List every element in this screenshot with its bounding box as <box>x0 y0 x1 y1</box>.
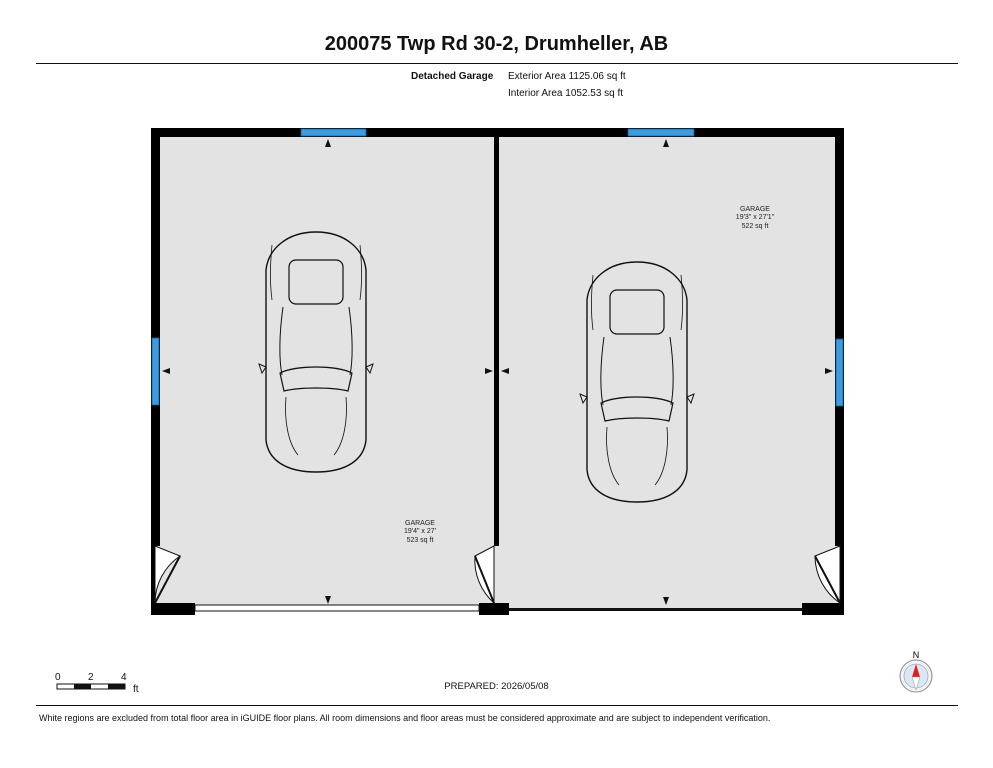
room-name: GARAGE <box>405 520 435 527</box>
prepared-date: PREPARED: 2026/05/08 <box>444 681 549 692</box>
window-north-right <box>628 129 694 136</box>
footer-disclaimer: White regions are excluded from total floor area in iGUIDE floor plans. All room dimensions and floor areas must be considered approximate and are subject to independent verification. <box>39 713 771 723</box>
scale-tick-label: 0 <box>55 672 61 683</box>
car-icon-right <box>580 262 694 502</box>
room-dimensions: 19'3" x 27'1" <box>735 214 775 221</box>
compass-north-label: N <box>912 650 920 660</box>
wall-west-lower <box>151 546 155 606</box>
room-area: 523 sq ft <box>406 537 434 544</box>
wall-west <box>151 128 160 546</box>
scale-unit: ft <box>133 684 139 695</box>
footer-divider <box>36 705 958 706</box>
scale-tick-label: 2 <box>88 672 94 683</box>
window-west <box>152 338 159 405</box>
room-dimensions: 19'4" x 27' <box>403 528 437 535</box>
garage-door-left <box>195 605 479 611</box>
page-title: 200075 Twp Rd 30-2, Drumheller, AB <box>324 33 669 55</box>
wall-east <box>835 128 844 546</box>
room-label-left <box>404 520 436 544</box>
window-east <box>836 339 843 406</box>
interior-area: Interior Area 1052.53 sq ft <box>508 88 624 99</box>
building-label: Detached Garage <box>411 71 494 82</box>
car-icon-left <box>259 232 373 472</box>
exterior-area: Exterior Area 1125.06 sq ft <box>508 71 626 82</box>
wall-east-lower <box>840 546 844 606</box>
wall-corner-sw <box>151 603 195 615</box>
scale-tick-label: 4 <box>121 672 127 683</box>
wall-corner-s-mid <box>479 603 509 615</box>
wall-partition <box>494 128 499 546</box>
window-north-left <box>301 129 366 136</box>
garage-door-right <box>509 608 802 611</box>
room-area: 522 sq ft <box>741 223 769 230</box>
wall-corner-se <box>802 603 844 615</box>
room-name: GARAGE <box>740 206 770 213</box>
